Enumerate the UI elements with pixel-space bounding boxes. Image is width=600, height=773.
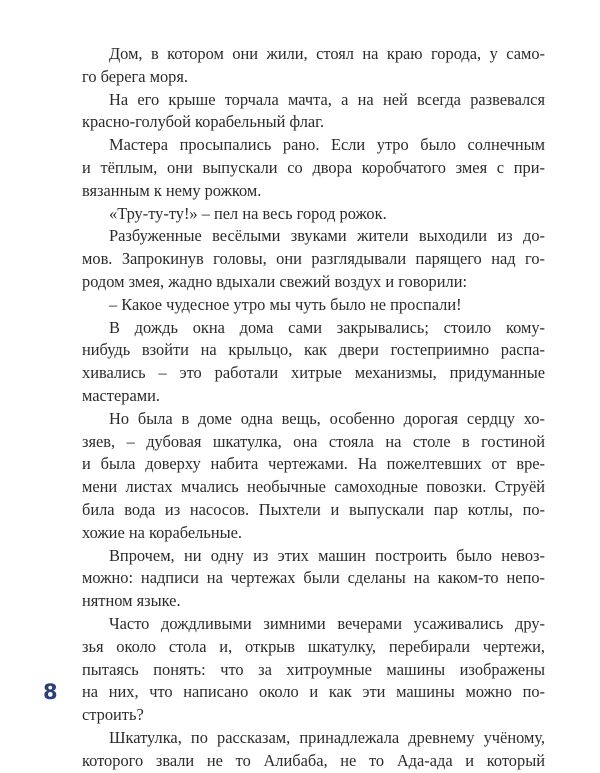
text-line: зья около стола и, открыв шкатулку, перебирали чертежи, <box>82 636 545 656</box>
paragraph-9 <box>82 545 545 613</box>
text-line: нибудь взойти на крыльцо, как двери гостеприимно распа- <box>82 340 545 360</box>
text-line: Но была в доме одна вещь, особенно дорогая сердцу хо- <box>109 408 545 428</box>
paragraph-8 <box>82 408 545 545</box>
paragraph-1 <box>82 43 545 89</box>
text-line: и была доверху набита чертежами. На пожелтевших от вре- <box>82 454 545 474</box>
text-line: пытаясь понять: что за хитроумные машины изображены <box>82 659 545 679</box>
text-line: которого звали не то Алибаба, не то Ада-ада и который <box>82 750 545 770</box>
text-line: можно: надписи на чертежах были сделаны на каком-то непо- <box>82 568 545 588</box>
text-line: родом змея, жадно вдыхали свежий воздух и говорили: <box>82 271 468 291</box>
text-line: мени листах мчались необычные самоходные повозки. Струёй <box>82 477 545 497</box>
text-line: мов. Запрокинув головы, они разглядывали парящего над го- <box>82 249 545 269</box>
text-line: красно-голубой корабельный флаг. <box>82 112 325 132</box>
text-line: хивались – это работали хитрые механизмы, придуманные <box>82 363 545 383</box>
text-line: В дождь окна дома сами закрывались; стоило кому- <box>109 317 545 337</box>
text-line: – Какое чудесное утро мы чуть было не проспали! <box>109 294 462 314</box>
paragraph-3 <box>82 134 545 202</box>
story-text <box>82 43 545 773</box>
text-line: на них, что написано около и как эти машины можно по- <box>82 682 545 702</box>
text-line: На его крыше торчала мачта, а на ней всегда развевался <box>109 89 545 109</box>
paragraph-10 <box>82 613 545 727</box>
text-line: била вода из насосов. Пыхтели и выпускали пар котлы, по- <box>82 499 545 519</box>
text-line: «Тру-ту-ту!» – пел на весь город рожок. <box>109 203 387 223</box>
text-line: Разбуженные весёлыми звуками жители выходили из до- <box>109 226 545 246</box>
text-line: вязанным к нему рожком. <box>82 180 262 200</box>
text-line: хожие на корабельные. <box>82 522 242 542</box>
text-line: Впрочем, ни одну из этих машин построить было невоз- <box>109 545 545 565</box>
paragraph-5 <box>82 225 545 293</box>
paragraph-6 <box>82 294 545 317</box>
text-line: зяев, – дубовая шкатулка, она стояла на столе в гостиной <box>82 431 545 451</box>
text-line: Шкатулка, по рассказам, принадлежала древнему учёному, <box>109 727 545 747</box>
paragraph-7 <box>82 317 545 408</box>
text-line: мастерами. <box>82 385 160 405</box>
text-line: строить? <box>82 705 144 725</box>
paragraph-4 <box>82 203 545 226</box>
page-number: 8 <box>43 680 58 704</box>
text-line: нятном языке. <box>82 591 181 611</box>
paragraph-2 <box>82 89 545 135</box>
text-line: Дом, в котором они жили, стоял на краю города, у само- <box>109 44 545 63</box>
text-line: го берега моря. <box>82 66 188 86</box>
text-line: и тёплым, они выпускали со двора коробчатого змея с при- <box>82 157 545 177</box>
text-line: Мастера просыпались рано. Если утро было солнечным <box>109 135 545 155</box>
text-line: Часто дождливыми зимними вечерами усаживались дру- <box>109 613 545 633</box>
